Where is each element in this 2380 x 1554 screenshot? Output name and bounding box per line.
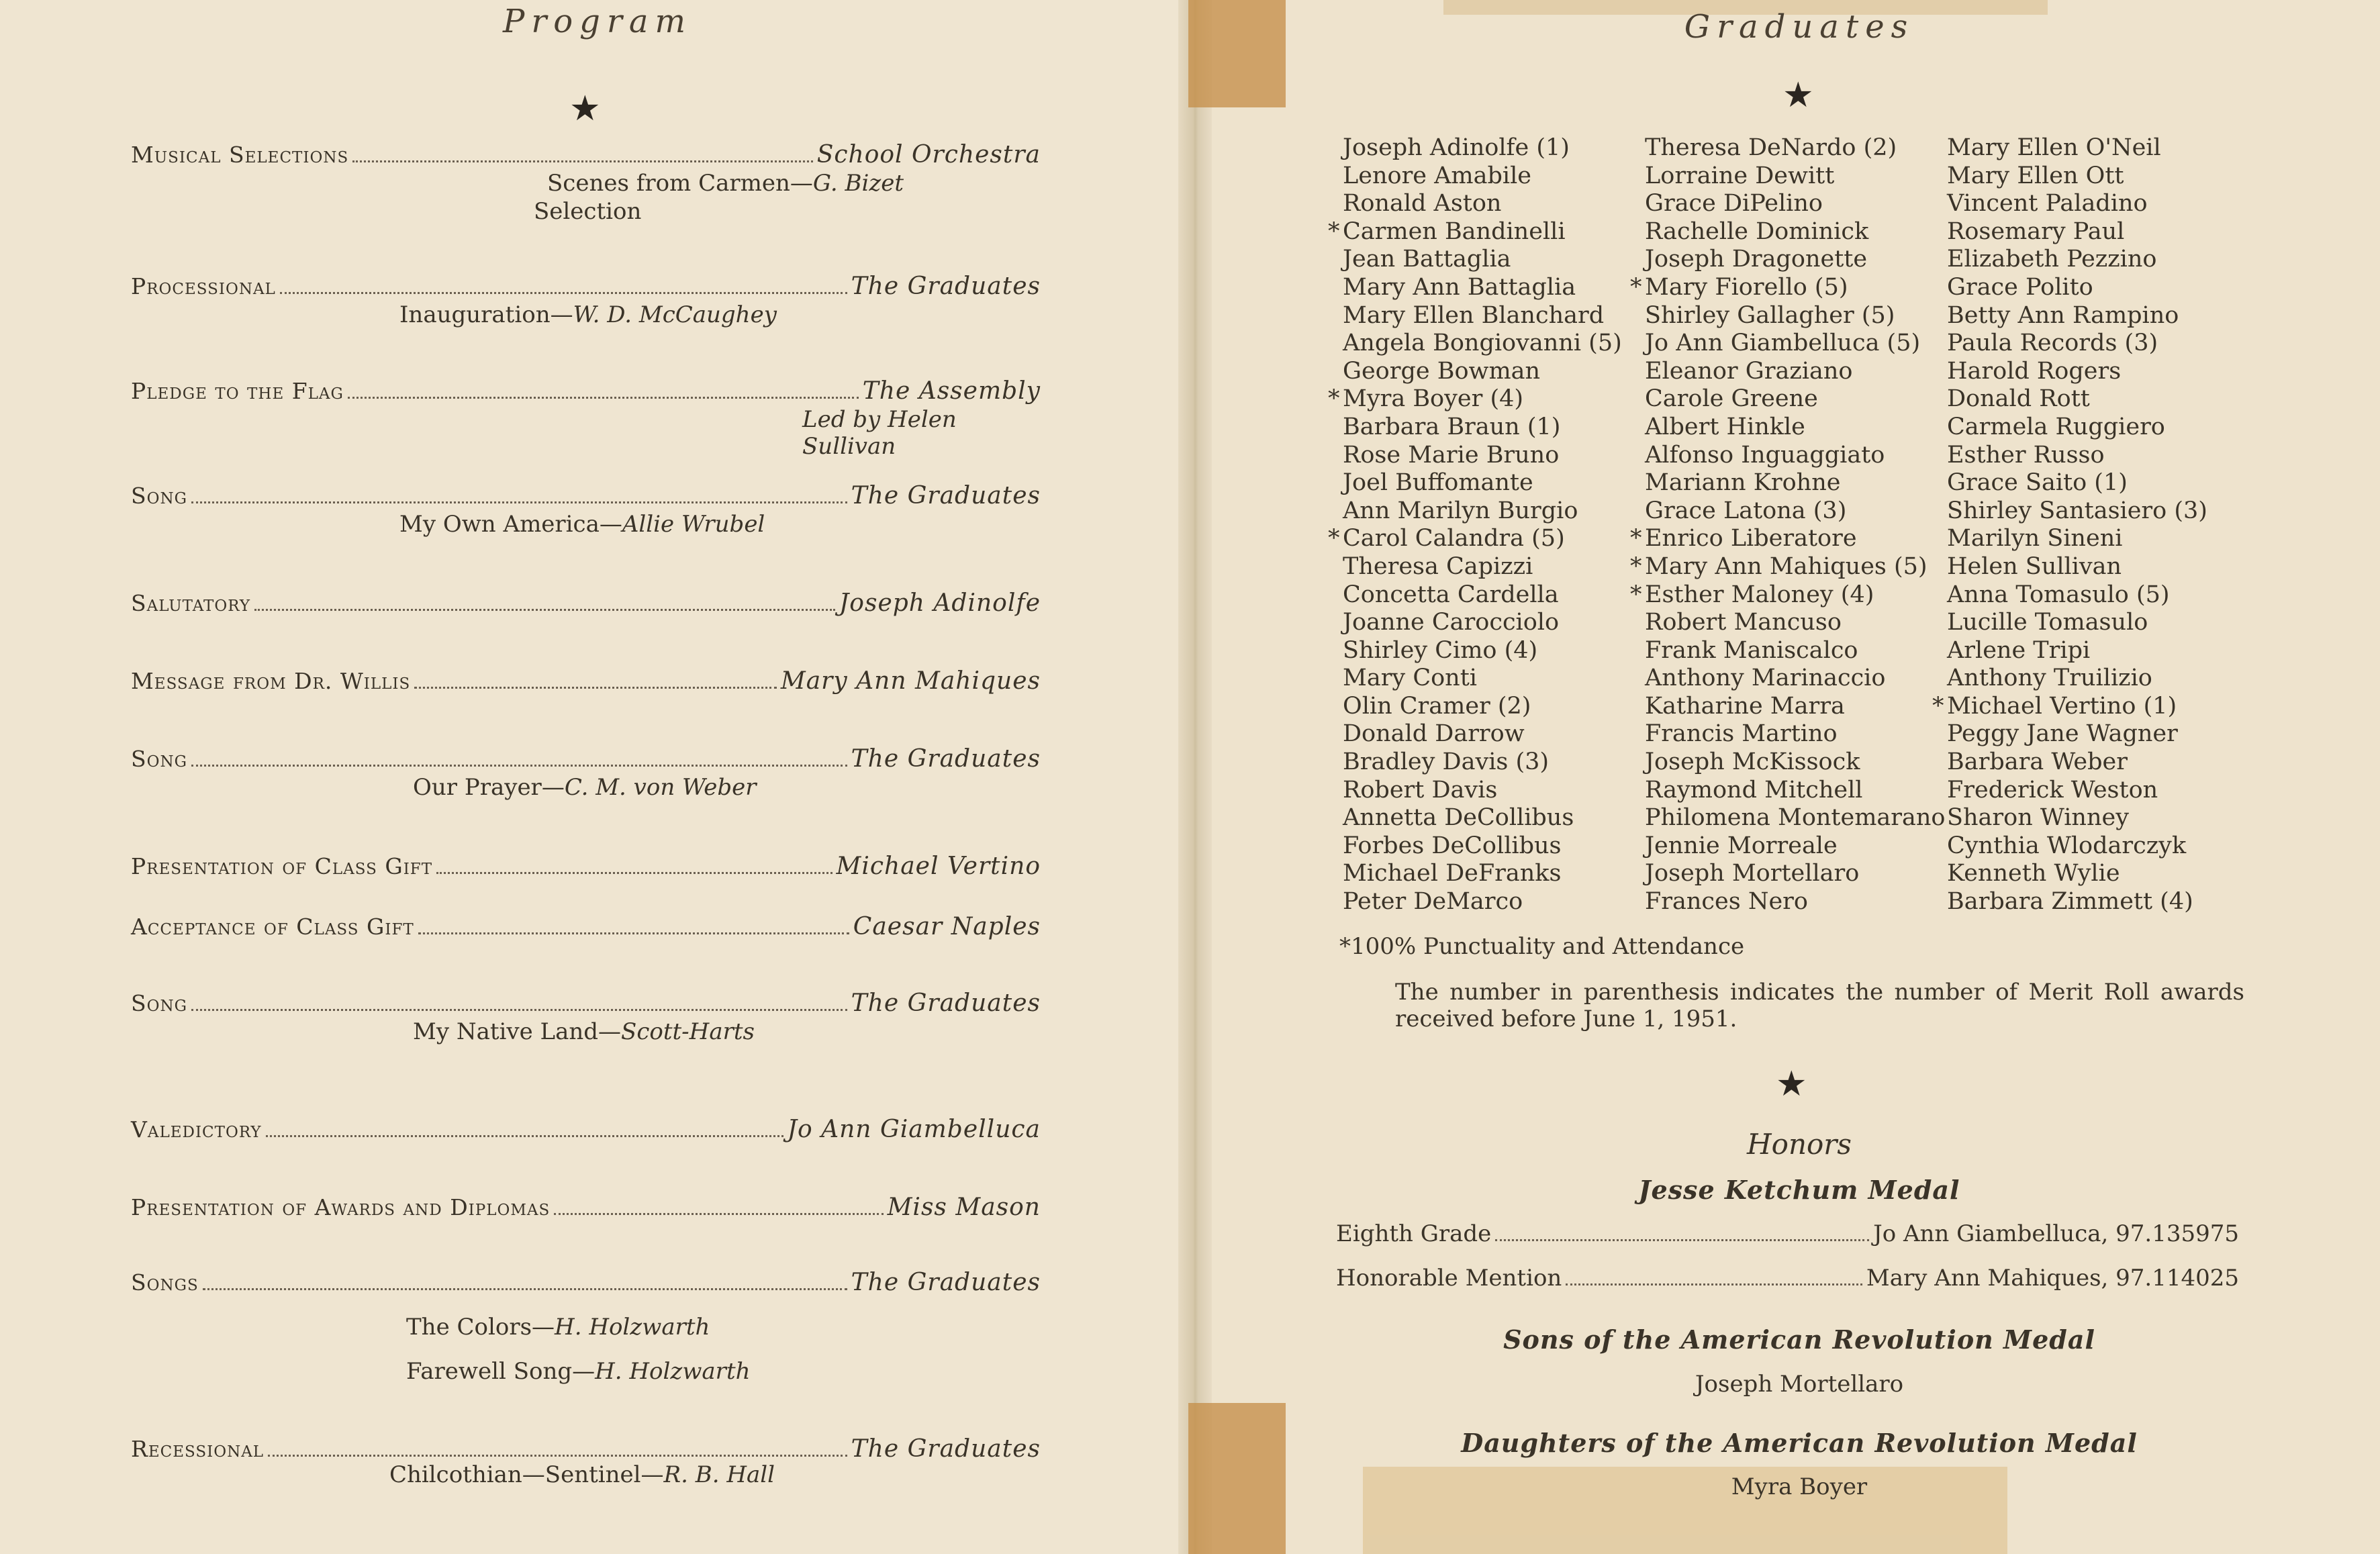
graduate-name: Rose Marie Bruno <box>1343 441 1560 469</box>
program-item <box>131 913 1041 940</box>
graduate-name: Albert Hinkle <box>1645 413 1805 440</box>
graduate-name: * Mary Ann Mahiques (5) <box>1630 552 1927 580</box>
sar-medal-heading: Sons of the American Revolution Medal <box>1503 1324 2095 1355</box>
graduate-name: Angela Bongiovanni (5) <box>1343 330 1622 357</box>
dot-leader <box>1495 1239 1869 1241</box>
program-star-icon: ★ <box>569 89 601 129</box>
dot-leader <box>191 501 847 503</box>
graduate-name: * Mary Fiorello (5) <box>1630 273 1848 301</box>
dot-leader <box>268 1455 847 1457</box>
graduate-name: Joseph Dragonette <box>1645 246 1868 273</box>
detail-text: My Native Land— <box>413 1018 622 1045</box>
graduate-name: Cynthia Wlodarczyk <box>1947 832 2187 859</box>
graduate-name: Mary Ann Battaglia <box>1343 273 1576 301</box>
graduate-name: Mary Ellen O'Neil <box>1947 134 2161 161</box>
program-item-performer: Miss Mason <box>887 1194 1041 1221</box>
program-item-performer: Caesar Naples <box>853 913 1041 940</box>
program-item <box>131 853 1041 880</box>
dot-leader <box>203 1288 847 1290</box>
program-item-performer: The Graduates <box>851 989 1041 1017</box>
program-item-title: Song <box>131 746 187 772</box>
program-item-line <box>131 745 1041 773</box>
program-item <box>131 482 1041 538</box>
program-item-detail <box>131 1358 1041 1385</box>
graduate-name: Forbes DeCollibus <box>1343 832 1562 859</box>
graduate-name: Arlene Tripi <box>1947 636 2091 664</box>
graduates-list <box>1328 134 2222 916</box>
graduate-name: Jo Ann Giambelluca (5) <box>1645 330 1921 357</box>
program-item-title: Processional <box>131 273 276 299</box>
graduate-name: Betty Ann Rampino <box>1947 301 2179 329</box>
program-item <box>131 745 1041 801</box>
program-item-title: Songs <box>131 1269 199 1296</box>
graduate-name: Joanne Carocciolo <box>1343 609 1560 636</box>
graduate-name: Donald Rott <box>1947 385 2090 413</box>
graduate-name: Rachelle Dominick <box>1645 217 1869 245</box>
program-item-title: Acceptance of Class Gift <box>131 914 414 940</box>
detail-composer: H. Holzwarth <box>595 1358 751 1385</box>
graduate-name: Anna Tomasulo (5) <box>1947 581 2170 608</box>
program-item-title: Message from Dr. Willis <box>131 668 411 694</box>
graduate-name: Peggy Jane Wagner <box>1947 720 2178 748</box>
program-item-title: Valedictory <box>131 1116 262 1143</box>
program-item <box>131 1269 1041 1385</box>
program-item-performer: The Graduates <box>851 482 1041 509</box>
graduate-name: Mary Ellen Blanchard <box>1343 301 1605 329</box>
graduate-name: Frank Maniscalco <box>1645 636 1858 664</box>
graduate-name: Frances Nero <box>1645 888 1808 916</box>
dot-leader <box>414 687 777 689</box>
graduate-name: Carole Greene <box>1645 385 1818 413</box>
dot-leader <box>266 1135 783 1137</box>
detail-composer: G. Bizet <box>812 170 904 197</box>
graduates-column-1 <box>1328 134 1645 916</box>
graduate-name: * Carmen Bandinelli <box>1328 217 1566 245</box>
honors-title: Honors <box>1747 1128 1852 1161</box>
graduate-name: Concetta Cardella <box>1343 581 1559 608</box>
graduate-name: Kenneth Wylie <box>1947 860 2120 887</box>
program-item-title: Song <box>131 483 187 509</box>
program-item-line <box>131 1269 1041 1296</box>
graduate-name: Annetta DeCollibus <box>1343 804 1574 832</box>
graduate-name: Grace Saito (1) <box>1947 469 2128 497</box>
graduate-name: Theresa DeNardo (2) <box>1645 134 1897 161</box>
program-item-line <box>131 853 1041 880</box>
graduate-name: Lorraine Dewitt <box>1645 162 1835 189</box>
graduate-name: Joseph McKissock <box>1645 748 1860 776</box>
program-item-performer: Mary Ann Mahiques <box>780 667 1041 695</box>
asterisk-marker: * <box>1630 581 1642 608</box>
tape-top <box>1188 0 1286 107</box>
asterisk-marker: * <box>1328 217 1340 245</box>
asterisk-marker: * <box>1630 273 1642 301</box>
dot-leader <box>280 292 847 294</box>
asterisk-marker: * <box>1328 525 1340 552</box>
graduate-name: Joseph Adinolfe (1) <box>1343 134 1570 161</box>
graduate-name: * Enrico Liberatore <box>1630 525 1857 552</box>
program-item-performer: School Orchestra <box>816 141 1041 168</box>
dot-leader <box>418 932 849 934</box>
ketchum-medal-heading: Jesse Ketchum Medal <box>1638 1175 1960 1205</box>
graduate-name: Esther Russo <box>1947 441 2105 469</box>
graduate-name: Shirley Santasiero (3) <box>1947 497 2207 524</box>
eighth-grade-value: Jo Ann Giambelluca, 97.135975 <box>1873 1220 2239 1247</box>
honorable-mention-label: Honorable Mention <box>1336 1265 1562 1292</box>
program-item-detail <box>131 406 1041 460</box>
program-item-detail <box>131 774 1041 801</box>
merit-roll-note: The number in parenthesis indicates the number of Merit Roll awards received before June 1, 1951. <box>1395 979 2244 1032</box>
program-item-line <box>131 1116 1041 1143</box>
program-item-detail <box>131 1314 1041 1341</box>
program-item-line <box>131 1194 1041 1221</box>
eighth-grade-award <box>1336 1220 2239 1247</box>
graduate-name: Barbara Braun (1) <box>1343 413 1561 440</box>
graduate-name: * Myra Boyer (4) <box>1328 385 1524 413</box>
dar-medal-heading: Daughters of the American Revolution Medal <box>1461 1428 2138 1458</box>
program-item-line <box>131 589 1041 617</box>
graduate-name: Joel Buffomante <box>1343 469 1533 497</box>
graduate-name: Mary Ellen Ott <box>1947 162 2124 189</box>
graduate-name: Raymond Mitchell <box>1645 776 1863 804</box>
graduate-name: * Carol Calandra (5) <box>1328 525 1565 552</box>
graduate-name: Lenore Amabile <box>1343 162 1531 189</box>
program-item-title: Song <box>131 990 187 1016</box>
detail-composer: R. B. Hall <box>663 1461 775 1488</box>
program-item <box>131 273 1041 328</box>
graduate-name: Barbara Zimmett (4) <box>1947 888 2193 916</box>
asterisk-marker: * <box>1630 552 1642 580</box>
asterisk-marker: * <box>1932 692 1944 720</box>
program-item-detail <box>131 1018 1041 1045</box>
detail-composer: W. D. McCaughey <box>573 301 777 328</box>
honors-star-icon: ★ <box>1776 1064 1807 1104</box>
graduate-name: Anthony Truilizio <box>1947 665 2152 692</box>
graduate-name: Shirley Cimo (4) <box>1343 636 1538 664</box>
asterisk-marker: * <box>1328 385 1340 413</box>
graduate-name: Barbara Weber <box>1947 748 2128 776</box>
detail-text: Our Prayer— <box>413 774 565 801</box>
honorable-mention-award <box>1336 1265 2239 1292</box>
graduate-name: Lucille Tomasulo <box>1947 609 2148 636</box>
program-item <box>131 141 1041 225</box>
eighth-grade-label: Eighth Grade <box>1336 1220 1492 1247</box>
graduates-star-icon: ★ <box>1782 75 1814 115</box>
program-item-title: Presentation of Class Gift <box>131 853 433 879</box>
program-item-line <box>131 141 1041 168</box>
program-item <box>131 667 1041 695</box>
asterisk-marker: * <box>1630 525 1642 552</box>
graduate-name: Joseph Mortellaro <box>1645 860 1860 887</box>
program-item-line <box>131 482 1041 509</box>
center-fold <box>1178 0 1212 1554</box>
graduate-name: Shirley Gallagher (5) <box>1645 301 1895 329</box>
graduate-name: Carmela Ruggiero <box>1947 413 2165 440</box>
program-item-title: Presentation of Awards and Diplomas <box>131 1194 551 1220</box>
program-item-performer: Michael Vertino <box>836 853 1041 880</box>
graduate-name: Anthony Marinaccio <box>1645 665 1886 692</box>
program-item-performer: The Graduates <box>851 745 1041 773</box>
detail-composer: Allie Wrubel <box>622 511 765 538</box>
graduate-name: Marilyn Sineni <box>1947 525 2123 552</box>
program-item-detail <box>131 198 1041 225</box>
graduate-name: Ann Marilyn Burgio <box>1343 497 1578 524</box>
program-item-detail <box>131 1461 1041 1488</box>
graduate-name: Robert Davis <box>1343 776 1498 804</box>
graduate-name: Grace Latona (3) <box>1645 497 1847 524</box>
graduate-name: Paula Records (3) <box>1947 330 2158 357</box>
detail-composer: Led by Helen Sullivan <box>802 406 957 460</box>
program-item <box>131 989 1041 1045</box>
graduate-name: Helen Sullivan <box>1947 552 2122 580</box>
dot-leader <box>254 609 835 611</box>
program-item-title: Musical Selections <box>131 142 349 168</box>
program-item-line <box>131 1435 1041 1463</box>
dot-leader <box>1566 1283 1862 1285</box>
dar-medal-recipient: Myra Boyer <box>1731 1473 1868 1500</box>
graduate-name: Harold Rogers <box>1947 357 2122 385</box>
tape-bottom <box>1188 1403 1286 1554</box>
graduate-name: Jean Battaglia <box>1343 246 1511 273</box>
graduate-name: Katharine Marra <box>1645 692 1845 720</box>
detail-text: Selection <box>534 198 642 225</box>
graduates-column-2 <box>1630 134 1947 916</box>
graduate-name: Donald Darrow <box>1343 720 1525 748</box>
graduate-name: Elizabeth Pezzino <box>1947 246 2157 273</box>
program-item-title: Pledge to the Flag <box>131 378 344 404</box>
graduate-name: * Michael Vertino (1) <box>1932 692 2177 720</box>
dot-leader <box>436 872 832 874</box>
graduate-name: Theresa Capizzi <box>1343 552 1533 580</box>
dot-leader <box>191 1009 847 1011</box>
detail-composer: Scott-Harts <box>621 1018 755 1045</box>
detail-composer: C. M. von Weber <box>564 774 757 801</box>
dot-leader <box>348 397 859 399</box>
graduates-heading: Graduates <box>1684 8 1915 46</box>
program-item-line <box>131 913 1041 940</box>
graduate-name: Grace DiPelino <box>1645 190 1823 217</box>
dot-leader <box>554 1213 883 1215</box>
honorable-mention-value: Mary Ann Mahiques, 97.114025 <box>1866 1265 2239 1292</box>
program-item-performer: Jo Ann Giambelluca <box>787 1116 1041 1143</box>
detail-text: Scenes from Carmen— <box>547 170 813 197</box>
detail-composer: H. Holzwarth <box>555 1314 710 1341</box>
graduate-name: Francis Martino <box>1645 720 1838 748</box>
dot-leader <box>352 160 812 162</box>
program-item-performer: The Graduates <box>851 1269 1041 1296</box>
graduate-name: Robert Mancuso <box>1645 609 1842 636</box>
graduate-name: Rosemary Paul <box>1947 217 2125 245</box>
graduates-column-3 <box>1932 134 2222 916</box>
graduate-name: Ronald Aston <box>1343 190 1502 217</box>
program-item-performer: Joseph Adinolfe <box>839 589 1041 617</box>
program-item <box>131 1116 1041 1143</box>
program-item-performer: The Graduates <box>851 273 1041 300</box>
program-item-performer: The Assembly <box>862 377 1041 405</box>
program-item-detail <box>131 301 1041 328</box>
graduate-name: * Esther Maloney (4) <box>1630 581 1874 608</box>
detail-text: Farewell Song— <box>406 1358 596 1385</box>
graduate-name: Michael DeFranks <box>1343 860 1562 887</box>
graduate-name: Mary Conti <box>1343 665 1477 692</box>
program-heading: Program <box>503 3 692 40</box>
graduate-name: Sharon Winney <box>1947 804 2129 832</box>
detail-text: My Own America— <box>399 511 622 538</box>
graduate-name: George Bowman <box>1343 357 1541 385</box>
program-item-performer: The Graduates <box>851 1435 1041 1463</box>
program-item-line <box>131 377 1041 405</box>
graduate-name: Bradley Davis (3) <box>1343 748 1550 776</box>
sar-medal-recipient: Joseph Mortellaro <box>1695 1371 1904 1398</box>
detail-text: Inauguration— <box>399 301 573 328</box>
program-item <box>131 589 1041 617</box>
program-item <box>131 1435 1041 1488</box>
program-item-line <box>131 273 1041 300</box>
graduate-name: Jennie Morreale <box>1645 832 1838 859</box>
detail-text: Chilcothian—Sentinel— <box>389 1461 664 1488</box>
program-item <box>131 1194 1041 1221</box>
punctuality-footnote: *100% Punctuality and Attendance <box>1339 933 1745 960</box>
dot-leader <box>191 765 847 767</box>
graduate-name: Mariann Krohne <box>1645 469 1841 497</box>
program-item-detail <box>131 511 1041 538</box>
graduate-name: Frederick Weston <box>1947 776 2158 804</box>
program-item-title: Salutatory <box>131 590 251 616</box>
graduate-name: Eleanor Graziano <box>1645 357 1853 385</box>
graduate-name: Philomena Montemarano <box>1645 804 1946 832</box>
graduate-name: Vincent Paladino <box>1947 190 2148 217</box>
graduate-name: Alfonso Inguaggiato <box>1645 441 1885 469</box>
detail-text: The Colors— <box>406 1314 555 1341</box>
program-item <box>131 377 1041 460</box>
graduate-name: Peter DeMarco <box>1343 888 1523 916</box>
program-item-detail <box>131 170 1041 197</box>
graduate-name: Olin Cramer (2) <box>1343 692 1531 720</box>
program-item-title: Recessional <box>131 1436 265 1462</box>
graduate-name: Grace Polito <box>1947 273 2093 301</box>
program-item-line <box>131 667 1041 695</box>
program-item-line <box>131 989 1041 1017</box>
